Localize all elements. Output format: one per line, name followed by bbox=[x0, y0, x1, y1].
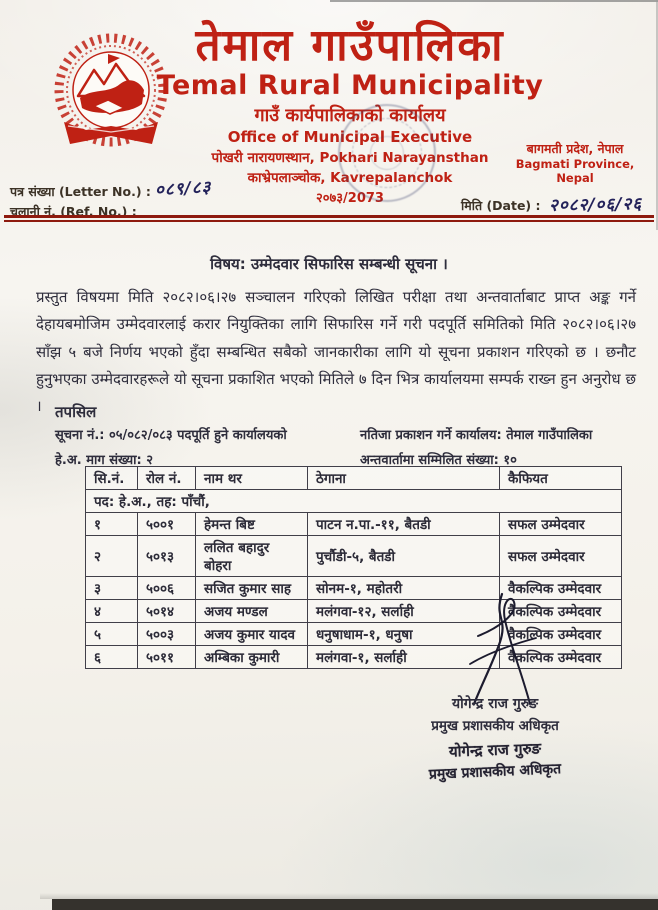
cell-remark: वैकल्पिक उम्मेदवार bbox=[500, 600, 622, 623]
cell-remark: वैकल्पिक उम्मेदवार bbox=[500, 646, 622, 669]
letter-no-value: ०८९/८३ bbox=[154, 177, 213, 201]
signer-name: योगेन्द्र राज गुरुङ bbox=[451, 696, 539, 712]
interview-count-line: अन्तवार्तामा सम्मिलित संख्या: १० bbox=[360, 452, 517, 468]
cell-name: अजय मण्डल bbox=[196, 600, 308, 623]
header-roll-no: रोल नं. bbox=[138, 467, 196, 490]
header-serial-no: सि.नं. bbox=[86, 467, 138, 490]
cell-name: अम्बिका कुमारी bbox=[196, 646, 308, 669]
cell-name: अजय कुमार यादव bbox=[196, 623, 308, 646]
cell-address: सोनम-१, महोतरी bbox=[308, 577, 500, 600]
province-block bbox=[500, 140, 650, 185]
date-label: मिति (Date) : bbox=[461, 198, 541, 213]
date-block bbox=[461, 192, 646, 217]
table-row bbox=[86, 536, 622, 577]
cell-sn: ६ bbox=[86, 646, 138, 669]
cell-roll: ५०१३ bbox=[138, 536, 196, 577]
municipality-title-nepali: तेमाल गाउँपालिका bbox=[195, 20, 505, 71]
cell-roll: ५००६ bbox=[138, 577, 196, 600]
faint-round-stamp-icon bbox=[338, 104, 436, 202]
cell-address: मलंगवा-१२, सर्लाही bbox=[308, 600, 500, 623]
stamp-name: योगेन्द्र राज गुरुङ bbox=[448, 739, 542, 761]
cell-address: धनुषाधाम-१, धनुषा bbox=[308, 623, 500, 646]
cell-remark: सफल उम्मेदवार bbox=[500, 513, 622, 536]
header-remarks: कैफियत bbox=[500, 467, 622, 490]
cell-sn: १ bbox=[86, 513, 138, 536]
date-value: २०८२/०६/२६ bbox=[545, 191, 647, 218]
cell-remark: सफल उम्मेदवार bbox=[500, 536, 622, 577]
ref-no-label: चलानी नं. (Ref. No.) : bbox=[10, 204, 137, 219]
cell-name: हेमन्त बिष्ट bbox=[196, 513, 308, 536]
province-english: Bagmati Province, Nepal bbox=[515, 157, 635, 185]
scan-edge-bottom bbox=[52, 899, 658, 910]
position-span-row bbox=[86, 490, 622, 513]
office-name-nepali: गाउँ कार्यपालिकाको कार्यालय bbox=[254, 105, 446, 127]
result-office-line: नतिजा प्रकाशन गर्ने कार्यालय: तेमाल गाउँपालिका bbox=[360, 428, 593, 443]
cell-address: मलंगवा-१, सर्लाही bbox=[308, 646, 500, 669]
letter-no-label: पत्र संख्या (Letter No.) : bbox=[10, 184, 151, 199]
tapasil-heading: तपसिल bbox=[55, 403, 97, 421]
cell-sn: ३ bbox=[86, 577, 138, 600]
header-address: ठेगाना bbox=[308, 467, 500, 490]
demand-count-line: हे.अ. माग संख्या: २ bbox=[55, 452, 154, 468]
establishment-year: २०७३/2073 bbox=[316, 191, 384, 207]
signature-block bbox=[380, 694, 610, 781]
signer-title: प्रमुख प्रशासकीय अधिकृत bbox=[431, 718, 559, 734]
cell-name: सजित कुमार साह bbox=[196, 577, 308, 600]
cell-remark: वैकल्पिक उम्मेदवार bbox=[500, 577, 622, 600]
table-row bbox=[86, 513, 622, 536]
header-name: नाम थर bbox=[196, 467, 308, 490]
cell-address: पाटन न.पा.-११, बैतडी bbox=[308, 513, 500, 536]
cell-remark: वैकल्पिक उम्मेदवार bbox=[500, 623, 622, 646]
cell-name: ललित बहादुर बोहरा bbox=[196, 536, 308, 577]
cell-sn: २ bbox=[86, 536, 138, 577]
position-label: पद: हे.अ., तह: पाँचौं, bbox=[86, 490, 622, 513]
cell-sn: ४ bbox=[86, 600, 138, 623]
table-header-row bbox=[86, 467, 622, 490]
header-divider bbox=[4, 215, 654, 222]
notice-paragraph: प्रस्तुत विषयमा मिति २०८२।०६।२७ सञ्चालन गरिएको लिखित परीक्षा तथा अन्तवार्ताबाट प्राप्त अङ्क गर्ने देहायबमोजिम उम्मेदवारलाई करार नियुक्तिका लागि सिफारिस गर्ने गरी पदपूर्ति समितिको मिति २०८२।०६।२७ साँझ ५ बजे निर्णय भएको हुँदा सम्बन्धित सबैको जानकारीका लागि यो सूचना प्रकाशन गरिएको छ । छनौट हुनुभएका उम्मेदवारहरूले यो सूचना प्रकाशित भएको मितिले ७ दिन भित्र कार्यालयमा सम्पर्क राख्न हुन अनुरोध छ । bbox=[36, 288, 636, 416]
notice-number-line: सूचना नं.: ०५/०८२/०८३ पदपूर्ति हुने कार्यालयको bbox=[55, 428, 287, 443]
cell-roll: ५०११ bbox=[138, 646, 196, 669]
cell-sn: ५ bbox=[86, 623, 138, 646]
address-line-1: पोखरी नारायणस्थान, Pokhari Narayansthan bbox=[211, 150, 489, 167]
scan-edge-top bbox=[330, 0, 658, 2]
municipality-title-english: Temal Rural Municipality bbox=[156, 70, 544, 102]
subject-line: विषय: उम्मेदवार सिफारिस सम्बन्धी सूचना । bbox=[210, 255, 448, 273]
cell-roll: ५०१४ bbox=[138, 600, 196, 623]
province-nepali: बागमती प्रदेश, नेपाल bbox=[526, 141, 624, 156]
cell-roll: ५००३ bbox=[138, 623, 196, 646]
stamp-title: प्रमुख प्रशासकीय अधिकृत bbox=[428, 761, 562, 783]
cell-address: पुर्चौडी-५, बैतडी bbox=[308, 536, 500, 577]
address-line-2: काभ्रेपलाञ्चोक, Kavrepalanchok bbox=[247, 170, 453, 187]
office-name-english: Office of Municipal Executive bbox=[227, 128, 473, 147]
cell-roll: ५००१ bbox=[138, 513, 196, 536]
